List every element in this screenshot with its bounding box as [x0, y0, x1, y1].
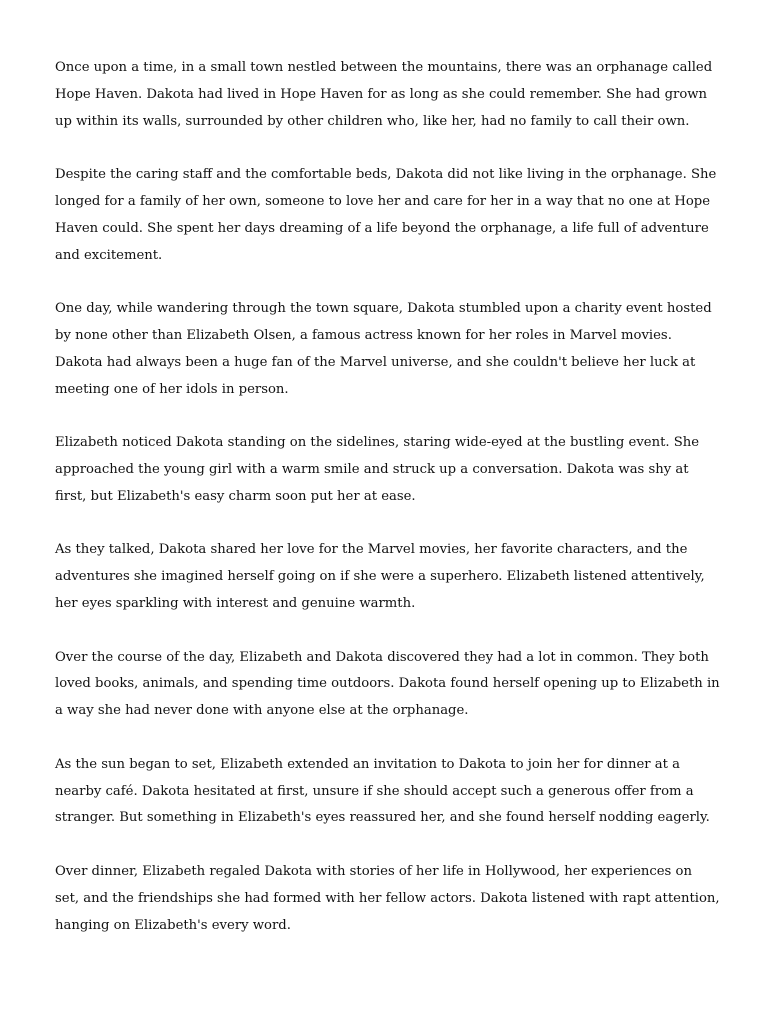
- paragraph-4: Elizabeth noticed Dakota standing on the sidelines, staring wide-eyed at the bustling event. She approached the young girl with a warm smile and struck up a conversation. Dakota was shy at first, but Elizabeth's easy charm soon put her at ease.: [55, 435, 700, 504]
- paragraph-2: Despite the caring staff and the comfortable beds, Dakota did not like living in the orphanage. She longed for a family of her own, someone to love her and care for her in a way that no one at Hope Haven could. She spent her days dreaming of a life beyond the orphanage, a life full of adventure and excitement.: [55, 167, 717, 263]
- paragraph-8: Over dinner, Elizabeth regaled Dakota with stories of her life in Hollywood, her experiences on set, and the friendships she had formed with her fellow actors. Dakota listened with rapt attention, hanging on Elizabeth's every word.: [55, 863, 720, 933]
- document-page: [55, 55, 720, 966]
- paragraph-6: Over the course of the day, Elizabeth and Dakota discovered they had a lot in common. They both loved books, animals, and spending time outdoors. Dakota found herself opening up to Elizabeth in a way she had never done with anyone else at the orphanage.: [55, 649, 720, 719]
- paragraph-3: One day, while wandering through the town square, Dakota stumbled upon a charity event hosted by none other than Elizabeth Olsen, a famous actress known for her roles in Marvel movies. Dakota had always been a huge fan of the Marvel universe, and she couldn't believe her luck at meeting one of her idols in person.: [55, 301, 712, 397]
- paragraph-5: As they talked, Dakota shared her love for the Marvel movies, her favorite characters, and the adventures she imagined herself going on if she were a superhero. Elizabeth listened attentively, her eyes sparkling with interest and genuine warmth.: [55, 542, 705, 611]
- paragraph-7: As the sun began to set, Elizabeth extended an invitation to Dakota to join her for dinner at a nearby café. Dakota hesitated at first, unsure if she should accept such a generous offer from a stranger. But something in Elizabeth's eyes reassured her, and she found herself nodding eagerly.: [55, 756, 710, 826]
- paragraph-1: Once upon a time, in a small town nestled between the mountains, there was an orphanage called Hope Haven. Dakota had lived in Hope Haven for as long as she could remember. She had grown up within its walls, surrounded by other children who, like her, had no family to call their own.: [55, 60, 713, 129]
